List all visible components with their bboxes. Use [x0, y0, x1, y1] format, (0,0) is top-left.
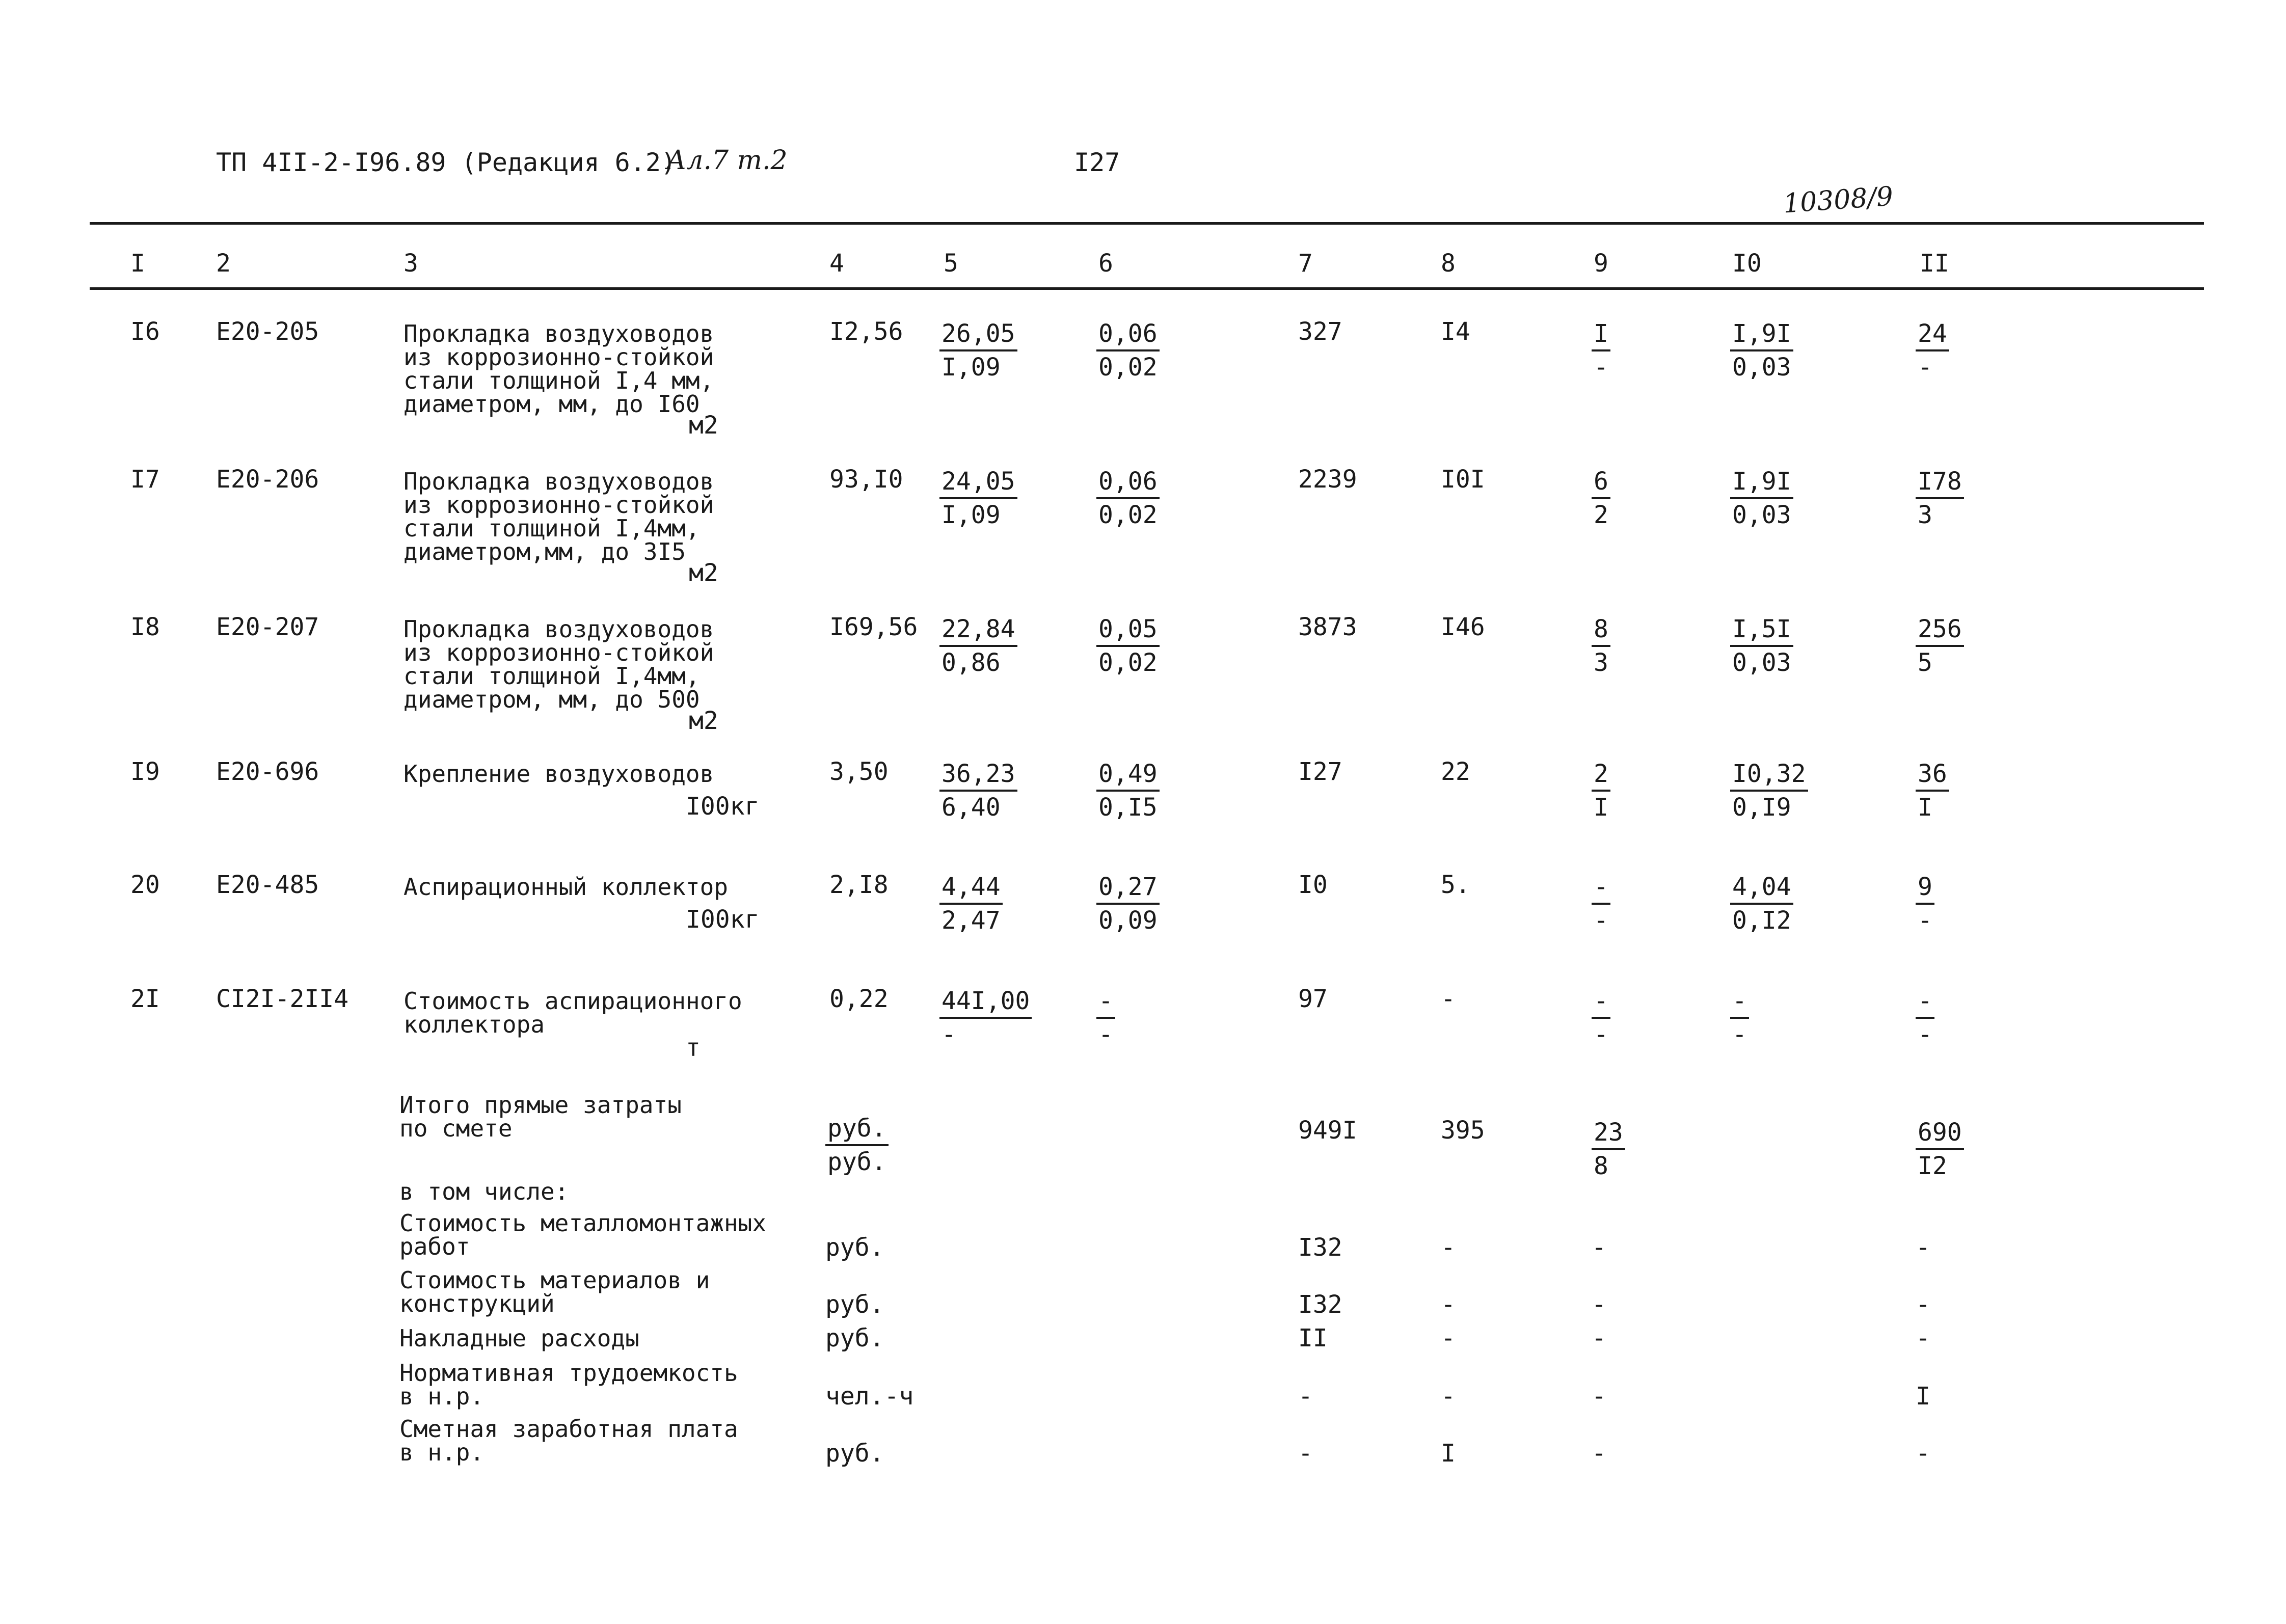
breakdown-col9: - — [1592, 1290, 1606, 1319]
norm-code: Е20-206 — [216, 465, 319, 494]
col11-fraction: 24 - — [1916, 318, 1949, 383]
labor-fraction: $\frac{0,27}{0,09}$ — [1096, 871, 1160, 936]
page-number: I27 — [1074, 148, 1120, 177]
unit-label: м2 — [689, 707, 718, 735]
breakdown-col11: - — [1916, 1233, 1930, 1262]
col9-fraction: $\frac{6}{2}$ — [1592, 466, 1610, 531]
col9-fraction: - - — [1592, 985, 1610, 1050]
norm-code: Е20-485 — [216, 871, 319, 899]
breakdown-col8: I — [1441, 1439, 1456, 1468]
work-description-line: стали толщиной I,4мм, — [404, 662, 700, 690]
col10-fraction: $\frac{I,9I}{0,03}$ — [1730, 466, 1793, 531]
column-header: 5 — [944, 249, 958, 278]
labor-fraction: $\frac{0,49}{0,I5}$ — [1096, 758, 1160, 823]
totals-unit-fraction: руб. руб. — [825, 1113, 889, 1178]
breakdown-label-line: Стоимость материалов и — [399, 1266, 710, 1294]
column-header: 7 — [1298, 249, 1313, 278]
col11-fraction: $\frac{I78}{3}$ — [1916, 466, 1964, 531]
breakdown-col9: - — [1592, 1382, 1606, 1411]
unit-label: I00кг — [686, 792, 760, 821]
wage-cost: 5. — [1441, 871, 1470, 899]
column-header: 8 — [1441, 249, 1456, 278]
header-rule — [90, 287, 2204, 290]
row-number: I8 — [130, 613, 160, 641]
column-header: I0 — [1732, 249, 1762, 278]
breakdown-col11: - — [1916, 1324, 1930, 1352]
col10-fraction: $\frac{I,5I}{0,03}$ — [1730, 613, 1793, 679]
work-description-line: Прокладка воздуховодов — [404, 468, 714, 495]
norm-code: Е20-205 — [216, 317, 319, 346]
breakdown-label-line: конструкций — [399, 1290, 555, 1317]
including-label: в том числе: — [399, 1178, 569, 1205]
wage-cost: I46 — [1441, 613, 1485, 641]
work-description-line: из коррозионно-стойкой — [404, 491, 714, 519]
totals-label-line: Итого прямые затраты — [399, 1091, 682, 1119]
quantity: I2,56 — [829, 317, 903, 346]
unit-cost-fraction: $\frac{36,23}{6,40}$ — [939, 758, 1017, 823]
col9-fraction: - - — [1592, 871, 1610, 936]
breakdown-col7: II — [1298, 1324, 1328, 1352]
work-description-line: Стоимость аспирационного — [404, 987, 742, 1015]
labor-fraction: $\frac{0,06}{0,02}$ — [1096, 318, 1160, 383]
col10-fraction: $\frac{I,9I}{0,03}$ — [1730, 318, 1793, 383]
breakdown-col9: - — [1592, 1324, 1606, 1352]
col9-fraction: $\frac{8}{3}$ — [1592, 613, 1610, 679]
col10-fraction: - - — [1730, 985, 1749, 1050]
wage-cost: 22 — [1441, 757, 1470, 786]
totals-col9-fraction: $\frac{23}{8}$ — [1592, 1117, 1625, 1182]
breakdown-col8: - — [1441, 1382, 1456, 1411]
unit-cost-fraction: $\frac{26,05}{I,09}$ — [939, 318, 1017, 383]
quantity: 0,22 — [829, 985, 889, 1013]
unit-cost-fraction: $\frac{4,44}{2,47}$ — [939, 871, 1003, 936]
column-header: 9 — [1594, 249, 1608, 278]
breakdown-col11: - — [1916, 1290, 1930, 1319]
total-cost: 97 — [1298, 985, 1328, 1013]
breakdown-col7: - — [1298, 1439, 1313, 1468]
work-description-line: стали толщиной I,4 мм, — [404, 367, 714, 394]
total-cost: I27 — [1298, 757, 1342, 786]
work-description-line: коллектора — [404, 1011, 545, 1038]
totals-label-line: по смете — [399, 1115, 513, 1142]
totals-col7: 949I — [1298, 1116, 1357, 1145]
wage-cost: I4 — [1441, 317, 1470, 346]
column-header: I — [130, 249, 145, 278]
total-cost: 3873 — [1298, 613, 1357, 641]
work-description-line: стали толщиной I,4мм, — [404, 515, 700, 542]
col11-fraction: - - — [1916, 985, 1934, 1050]
work-description-line: Крепление воздуховодов — [404, 760, 714, 788]
breakdown-col9: - — [1592, 1439, 1606, 1468]
row-number: I6 — [130, 317, 160, 346]
row-number: 20 — [130, 871, 160, 899]
row-number: I9 — [130, 757, 160, 786]
labor-fraction: $\frac{0,05}{0,02}$ — [1096, 613, 1160, 679]
col9-fraction: $\frac{2}{I}$ — [1592, 758, 1610, 823]
breakdown-label-line: работ — [399, 1233, 470, 1260]
norm-code: Е20-696 — [216, 757, 319, 786]
stamp-number: 10308/9 — [1782, 181, 1894, 220]
total-cost: 2239 — [1298, 465, 1357, 494]
work-description-line: диаметром,мм, до 3I5 — [404, 538, 686, 565]
column-header: 3 — [404, 249, 418, 278]
wage-cost: I0I — [1441, 465, 1485, 494]
top-rule — [90, 222, 2204, 225]
breakdown-col8: - — [1441, 1324, 1456, 1352]
work-description-line: диаметром, мм, до 500 — [404, 686, 700, 713]
quantity: I69,56 — [829, 613, 918, 641]
unit-cost-fraction: $\frac{24,05}{I,09}$ — [939, 466, 1017, 531]
work-description-line: из коррозионно-стойкой — [404, 639, 714, 666]
col11-fraction: 9 - — [1916, 871, 1934, 936]
column-header: 4 — [829, 249, 844, 278]
unit-label: м2 — [689, 411, 718, 440]
breakdown-col9: - — [1592, 1233, 1606, 1262]
quantity: 93,I0 — [829, 465, 903, 494]
breakdown-unit: руб. — [825, 1290, 884, 1319]
breakdown-col11: - — [1916, 1439, 1930, 1468]
breakdown-label-line: в н.р. — [399, 1439, 485, 1466]
document-reference: ТП 4II-2-I96.89 (Редакция 6.2) — [216, 148, 677, 177]
breakdown-unit: чел.-ч — [825, 1382, 914, 1411]
column-header: 6 — [1098, 249, 1113, 278]
col11-fraction: $\frac{36}{I}$ — [1916, 758, 1949, 823]
quantity: 2,I8 — [829, 871, 889, 899]
work-description-line: Прокладка воздуховодов — [404, 615, 714, 643]
totals-col11-fraction: $\frac{690}{I2}$ — [1916, 1117, 1964, 1182]
breakdown-unit: руб. — [825, 1439, 884, 1468]
work-description-line: Аспирационный коллектор — [404, 873, 728, 901]
column-header: II — [1920, 249, 1949, 278]
breakdown-unit: руб. — [825, 1233, 884, 1262]
work-description-line: Прокладка воздуховодов — [404, 320, 714, 347]
row-number: I7 — [130, 465, 160, 494]
col9-fraction: I - — [1592, 318, 1610, 383]
breakdown-label-line: Сметная заработная плата — [399, 1415, 738, 1443]
unit-cost-fraction: 44I,00 - — [939, 985, 1032, 1050]
column-header: 2 — [216, 249, 231, 278]
totals-col8: 395 — [1441, 1116, 1485, 1145]
quantity: 3,50 — [829, 757, 889, 786]
row-number: 2I — [130, 985, 160, 1013]
norm-code: СI2I-2II4 — [216, 985, 349, 1013]
labor-fraction: - - — [1096, 985, 1115, 1050]
norm-code: Е20-207 — [216, 613, 319, 641]
col11-fraction: $\frac{256}{5}$ — [1916, 613, 1964, 679]
unit-label: I00кг — [686, 905, 760, 934]
breakdown-col7: I32 — [1298, 1233, 1342, 1262]
handwritten-reference: Ал.7 т.2 — [666, 145, 788, 176]
breakdown-label-line: Стоимость металломонтажных — [399, 1209, 767, 1237]
breakdown-col7: I32 — [1298, 1290, 1342, 1319]
work-description-line: диаметром, мм, до I60 — [404, 390, 700, 418]
unit-cost-fraction: $\frac{22,84}{0,86}$ — [939, 613, 1017, 679]
unit-label: м2 — [689, 559, 718, 587]
breakdown-label-line: в н.р. — [399, 1383, 485, 1410]
work-description-line: из коррозионно-стойкой — [404, 343, 714, 371]
col10-fraction: $\frac{I0,32}{0,I9}$ — [1730, 758, 1808, 823]
breakdown-label-line: Накладные расходы — [399, 1324, 639, 1352]
total-cost: 327 — [1298, 317, 1342, 346]
unit-label: т — [686, 1034, 701, 1062]
breakdown-label-line: Нормативная трудоемкость — [399, 1359, 738, 1387]
total-cost: I0 — [1298, 871, 1328, 899]
breakdown-col11: I — [1916, 1382, 1930, 1411]
labor-fraction: $\frac{0,06}{0,02}$ — [1096, 466, 1160, 531]
breakdown-col8: - — [1441, 1233, 1456, 1262]
breakdown-col7: - — [1298, 1382, 1313, 1411]
col10-fraction: $\frac{4,04}{0,I2}$ — [1730, 871, 1793, 936]
breakdown-unit: руб. — [825, 1324, 884, 1352]
wage-cost: - — [1441, 985, 1456, 1013]
breakdown-col8: - — [1441, 1290, 1456, 1319]
